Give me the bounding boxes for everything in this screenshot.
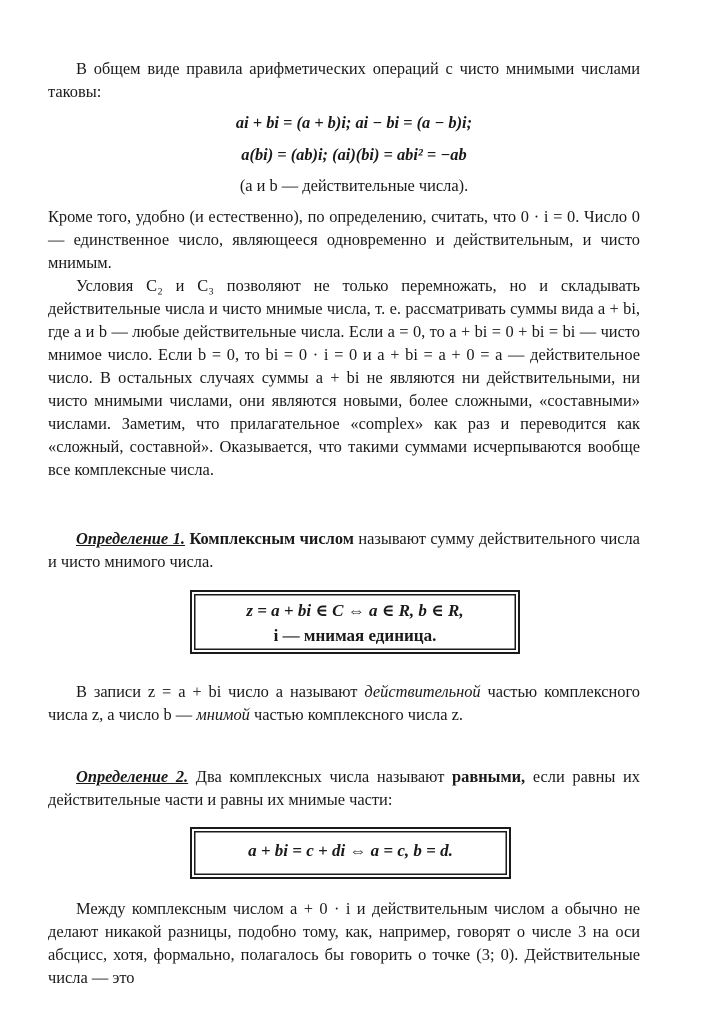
formula-note: (a и b — действительные числа). <box>239 176 469 195</box>
parts-real-term: действительной <box>364 682 481 701</box>
equality-box <box>190 827 511 879</box>
complex-number-box <box>190 590 520 654</box>
definition-1-text: называют сумму действительного числа и чисто мнимого числа. <box>48 529 640 571</box>
definition-2-heading: Определение 2. <box>76 767 189 786</box>
formula-multiply: a(bi) = (ab)i; (ai)(bi) = abi² = −ab <box>241 145 467 164</box>
formula-add-sub: ai + bi = (a + b)i; ai − bi = (a − b)i; <box>235 113 473 132</box>
equality-formula: a + bi = c + di ⇔ a = c, b = d. <box>248 841 453 860</box>
closing-paragraph: Между комплексным числом a + 0 · i и действительным числом a обычно не делают никакой разницы, подобно тому, как, например, говорят о числе 3 на оси абсцисс, хотя, формально, полагалось бы говорить о точке (3; 0). Действительные числа — это <box>48 899 640 987</box>
parts-paragraph <box>48 680 640 726</box>
parts-imaginary-term: мнимой <box>196 705 250 724</box>
definition-1 <box>48 527 640 573</box>
imaginary-unit-note: i — мнимая единица. <box>273 626 437 645</box>
intro-paragraph: В общем виде правила арифметических операций с чисто мнимыми числами таковы: <box>48 59 640 101</box>
zero-paragraph: Кроме того, удобно (и естественно), по определению, считать, что 0 · i = 0. Число 0 — единственное число, являющееся одновременно и действительным, и чисто мнимым. <box>48 207 640 272</box>
complex-number-formula: z = a + bi ∈ C ⇔ a ∈ R, b ∈ R, <box>246 601 464 620</box>
definition-1-heading: Определение 1. <box>76 529 185 548</box>
definition-2-text-1: Два комплексных числа называют <box>195 767 445 786</box>
definition-2-text-2: если равны их действительные части и равны их мнимые части: <box>48 767 640 809</box>
parts-text-2: частью комплексного числа z, а число b — <box>48 682 641 724</box>
parts-text-3: частью комплексного числа z. <box>249 705 463 724</box>
parts-text-1: В записи z = a + bi число a называют <box>76 682 365 701</box>
definition-2 <box>48 765 640 811</box>
definition-1-term: Комплексным числом <box>189 529 354 548</box>
sum-paragraph: Условия C₂ и C₃ позволяют не только перемножать, но и складывать действительные числа и чисто мнимые числа, т. е. рассматривать суммы вида a + bi, где a и b — любые действительные числа. Если a = 0, то a + bi = 0 + bi = bi — чисто мнимое число. Если b = 0, то bi = 0 · i = 0 и a + bi = a + 0 = a — действительное число. В остальных случаях суммы a + bi не являются ни действительными, ни чисто мнимыми числами, они являются новыми, более сложными, «составными» числами. Заметим, что прилагательное «complex» как раз и переводится как «сложный, составной». Оказывается, что такими суммами исчерпываются вообще все комплексные числа. <box>48 276 640 479</box>
definition-2-term: равными, <box>452 767 526 786</box>
